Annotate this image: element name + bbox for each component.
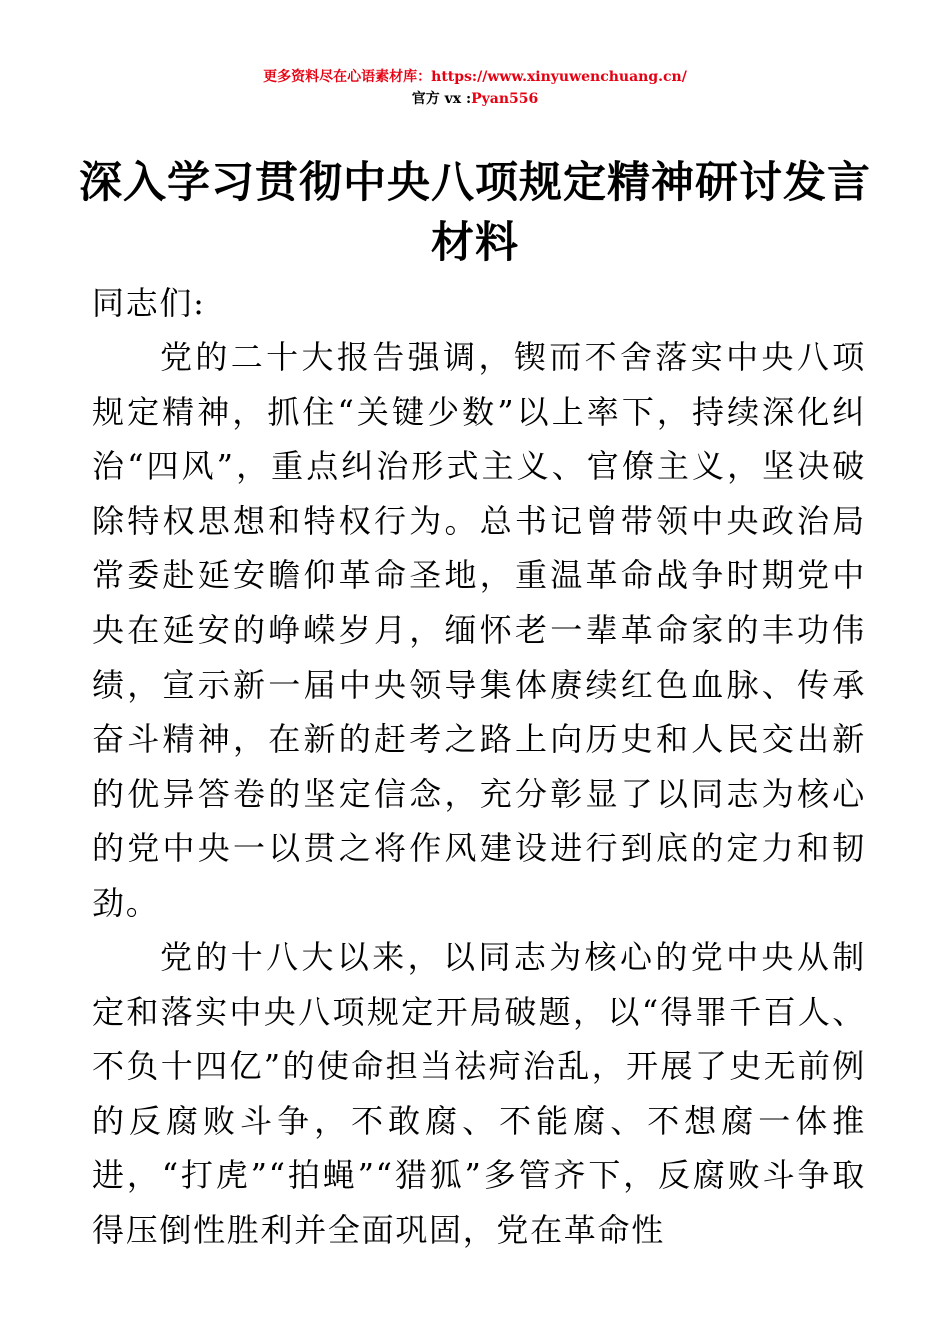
header-promo-line: 更多资料尽在心语素材库：https://www.xinyuwenchuang.cn/	[263, 69, 687, 85]
document-title: 深入学习贯彻中央八项规定精神研讨发言材料	[79, 157, 871, 268]
body-paragraph-1: 党的二十大报告强调，锲而不舍落实中央八项规定精神，抓住“关键少数”以上率下，持续深化纠治“四风”，重点纠治形式主义、官僚主义，坚决破除特权思想和特权行为。总书记曾带领中央政治局常委赴延安瞻仰革命圣地，重温革命战争时期党中央在延安的峥嵘岁月，缅怀老一辈革命家的丰功伟绩，宣示新一届中央领导集体赓续红色血脉、传承奋斗精神，在新的赶考之路上向历史和人民交出新的优异答卷的坚定信念，充分彰显了以同志为核心的党中央一以贯之将作风建设进行到底的定力和韧劲。	[92, 338, 866, 922]
contact-label: 官方 vx :	[411, 91, 472, 107]
body-paragraph-2: 党的十八大以来，以同志为核心的党中央从制定和落实中央八项规定开局破题，以“得罪千百人、不负十四亿”的使命担当祛疴治乱，开展了史无前例的反腐败斗争，不敢腐、不能腐、不想腐一体推进，“打虎”“拍蝇”“猎狐”多管齐下，反腐败斗争取得压倒性胜利并全面巩固，党在革命性	[92, 938, 866, 1249]
header-contact-line	[0, 88, 950, 108]
contact-value: Pyan556	[471, 91, 539, 107]
salutation: 同志们:	[92, 284, 206, 322]
